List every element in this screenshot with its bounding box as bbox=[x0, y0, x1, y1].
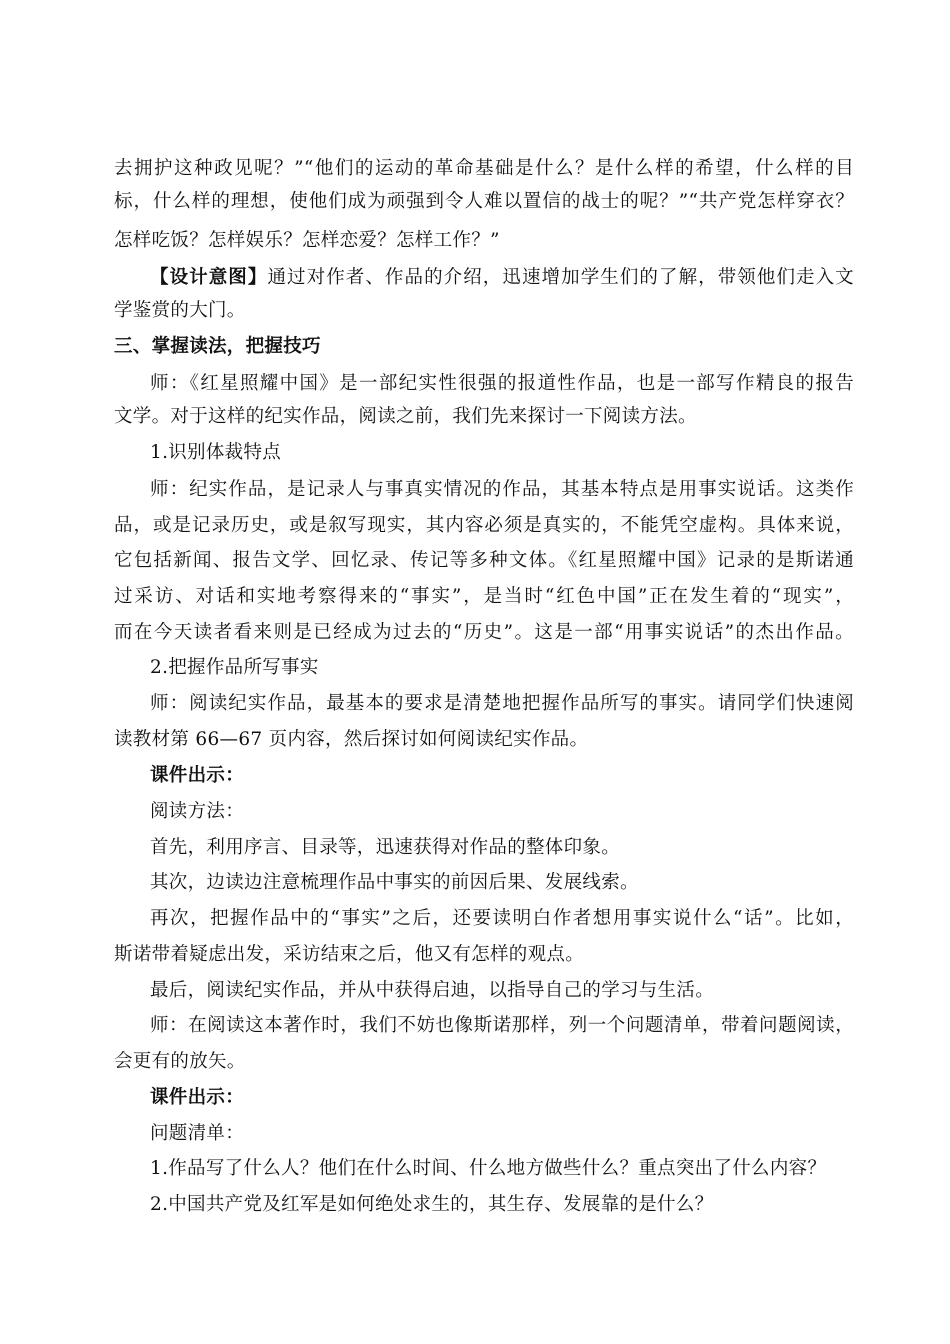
paragraph-line: 斯诺带着疑虑出发，采访结束之后，他又有怎样的观点。 bbox=[114, 944, 585, 965]
question-item: 2.中国共产党及红军是如何绝处求生的，其生存、发展靠的是什么？ bbox=[150, 1194, 714, 1215]
paragraph-line: 再次，把握作品中的“事实”之后，还要读明白作者想用事实说什么“话”。比如， bbox=[150, 908, 854, 929]
paragraph-line: 师：阅读纪实作品，最基本的要求是清楚地把握作品所写的事实。请同学们快速阅 bbox=[150, 693, 854, 714]
question-item: 1.作品写了什么人？他们在什么时间、什么地方做些什么？重点突出了什么内容？ bbox=[150, 1158, 827, 1179]
paragraph-line: 过采访、对话和实地考察得来的“事实”，是当时“红色中国”正在发生着的“现实”， bbox=[114, 586, 854, 607]
paragraph-line: 最后，阅读纪实作品，并从中获得启迪，以指导自己的学习与生活。 bbox=[150, 980, 715, 1001]
paragraph-line: 去拥护这种政见呢？”“他们的运动的革命基础是什么？是什么样的希望，什么样的目 bbox=[114, 158, 854, 179]
paragraph-line: 首先，利用序言、目录等，迅速获得对作品的整体印象。 bbox=[150, 837, 621, 858]
paragraph-line: 读教材第 66—67 页内容，然后探讨如何阅读纪实作品。 bbox=[114, 729, 589, 750]
paragraph-line: 师：纪实作品，是记录人与事真实情况的作品，其基本特点是用事实说话。这类作 bbox=[150, 479, 854, 500]
paragraph-line: 它包括新闻、报告文学、回忆录、传记等多种文体。《红星照耀中国》记录的是斯诺通 bbox=[114, 550, 854, 571]
paragraph-line: 品，或是记录历史，或是叙写现实，其内容必须是真实的，不能凭空虚构。具体来说， bbox=[114, 515, 854, 536]
paragraph-line: 而在今天读者看来则是已经成为过去的“历史”。这是一部“用事实说话”的杰出作品。 bbox=[114, 622, 854, 643]
paragraph-line: 师：《红星照耀中国》是一部纪实性很强的报道性作品，也是一部写作精良的报告 bbox=[150, 373, 854, 394]
paragraph-line: 标，什么样的理想，使他们成为顽强到令人难以置信的战士的呢？”“共产党怎样穿衣？ bbox=[114, 191, 854, 212]
paragraph-line: 其次，边读边注意梳理作品中事实的前因后果、发展线索。 bbox=[150, 872, 639, 893]
section-heading: 三、掌握读法，把握技巧 bbox=[114, 336, 321, 357]
sub-heading: 1.识别体裁特点 bbox=[150, 442, 282, 463]
courseware-label: 课件出示： bbox=[150, 1087, 245, 1108]
sub-heading: 2.把握作品所写事实 bbox=[150, 657, 319, 678]
paragraph-line: 文学。对于这样的纪实作品，阅读之前，我们先来探讨一下阅读方法。 bbox=[114, 406, 697, 427]
design-intent-text: 通过对作者、作品的介绍，迅速增加学生们的了解，带领他们走入文 bbox=[267, 267, 854, 288]
paragraph-line: 问题清单： bbox=[150, 1123, 245, 1144]
paragraph-line: 学鉴赏的大门。 bbox=[114, 300, 246, 321]
design-intent-line bbox=[150, 266, 854, 290]
design-intent-label: 【设计意图】 bbox=[150, 267, 268, 288]
paragraph-line: 会更有的放矢。 bbox=[114, 1051, 246, 1072]
paragraph-line: 师：在阅读这本著作时，我们不妨也像斯诺那样，列一个问题清单，带着问题阅读， bbox=[150, 1015, 854, 1036]
paragraph-line: 阅读方法： bbox=[150, 801, 245, 822]
paragraph-line: 怎样吃饭？怎样娱乐？怎样恋爱？怎样工作？” bbox=[114, 230, 500, 251]
courseware-label: 课件出示： bbox=[150, 765, 245, 786]
